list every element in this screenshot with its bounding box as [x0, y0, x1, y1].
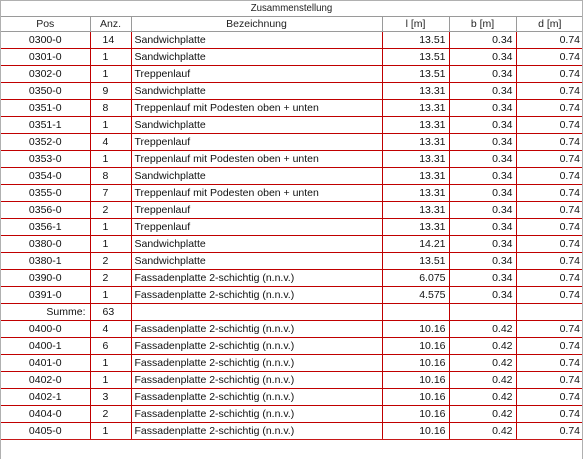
cell-anz: 1 — [90, 49, 131, 66]
cell-pos: 0354-0 — [1, 168, 90, 185]
cell-d: 0.74 — [516, 83, 583, 100]
table-body-group-1 — [1, 32, 583, 304]
column-header-l[interactable]: l [m] — [382, 17, 449, 32]
cell-d: 0.74 — [516, 321, 583, 338]
table-row[interactable] — [1, 253, 583, 270]
table-row[interactable] — [1, 83, 583, 100]
cell-bezeichnung: Sandwichplatte — [131, 168, 382, 185]
cell-d: 0.74 — [516, 423, 583, 440]
cell-pos: 0390-0 — [1, 270, 90, 287]
cell-anz: 4 — [90, 321, 131, 338]
cell-b: 0.42 — [449, 372, 516, 389]
cell-pos: 0300-0 — [1, 32, 90, 49]
cell-bezeichnung: Treppenlauf — [131, 66, 382, 83]
cell-l: 6.075 — [382, 270, 449, 287]
table-title: Zusammenstellung — [250, 2, 333, 14]
cell-bezeichnung: Sandwichplatte — [131, 253, 382, 270]
cell-l: 10.16 — [382, 423, 449, 440]
table-row[interactable] — [1, 151, 583, 168]
cell-bezeichnung: Treppenlauf — [131, 219, 382, 236]
cell-b: 0.34 — [449, 219, 516, 236]
cell-anz: 1 — [90, 117, 131, 134]
table-row[interactable] — [1, 202, 583, 219]
cell-b: 0.42 — [449, 423, 516, 440]
table-row[interactable] — [1, 66, 583, 83]
cell-bezeichnung: Treppenlauf — [131, 202, 382, 219]
cell-b: 0.34 — [449, 185, 516, 202]
cell-pos: 0380-0 — [1, 236, 90, 253]
cell-b: 0.34 — [449, 236, 516, 253]
cell-d: 0.74 — [516, 117, 583, 134]
cell-bezeichnung: Fassadenplatte 2-schichtig (n.n.v.) — [131, 406, 382, 423]
cell-l: 10.16 — [382, 389, 449, 406]
cell-b: 0.34 — [449, 253, 516, 270]
cell-b: 0.42 — [449, 389, 516, 406]
cell-bezeichnung: Fassadenplatte 2-schichtig (n.n.v.) — [131, 355, 382, 372]
cell-b: 0.34 — [449, 83, 516, 100]
cell-anz: 1 — [90, 219, 131, 236]
table-row[interactable] — [1, 338, 583, 355]
cell-b: 0.42 — [449, 355, 516, 372]
cell-bezeichnung: Treppenlauf mit Podesten oben + unten — [131, 100, 382, 117]
cell-anz: 4 — [90, 134, 131, 151]
cell-pos: 0352-0 — [1, 134, 90, 151]
cell-d: 0.74 — [516, 151, 583, 168]
column-header-anz[interactable]: Anz. — [90, 17, 131, 32]
cell-d: 0.74 — [516, 253, 583, 270]
cell-l: 13.31 — [382, 168, 449, 185]
cell-bezeichnung: Sandwichplatte — [131, 83, 382, 100]
cell-bezeichnung: Fassadenplatte 2-schichtig (n.n.v.) — [131, 287, 382, 304]
table-row[interactable] — [1, 389, 583, 406]
cell-d: 0.74 — [516, 219, 583, 236]
table-row[interactable] — [1, 287, 583, 304]
cell-d: 0.74 — [516, 168, 583, 185]
cell-l: 13.31 — [382, 134, 449, 151]
cell-anz: 2 — [90, 270, 131, 287]
table-row[interactable] — [1, 236, 583, 253]
cell-bezeichnung: Sandwichplatte — [131, 32, 382, 49]
cell-l: 13.31 — [382, 151, 449, 168]
cell-anz: 1 — [90, 372, 131, 389]
cell-bezeichnung: Treppenlauf mit Podesten oben + unten — [131, 185, 382, 202]
cell-d: 0.74 — [516, 185, 583, 202]
cell-l: 13.51 — [382, 49, 449, 66]
cell-d: 0.74 — [516, 355, 583, 372]
cell-l: 13.31 — [382, 100, 449, 117]
cell-l: 13.51 — [382, 66, 449, 83]
sum-empty-cell — [382, 304, 449, 321]
cell-anz: 3 — [90, 389, 131, 406]
cell-anz: 14 — [90, 32, 131, 49]
cell-bezeichnung: Fassadenplatte 2-schichtig (n.n.v.) — [131, 372, 382, 389]
cell-l: 10.16 — [382, 406, 449, 423]
cell-l: 13.31 — [382, 83, 449, 100]
sum-label: Summe: — [1, 304, 90, 321]
cell-b: 0.34 — [449, 202, 516, 219]
cell-b: 0.42 — [449, 321, 516, 338]
cell-anz: 7 — [90, 185, 131, 202]
column-header-pos[interactable]: Pos — [1, 17, 90, 32]
table-row[interactable] — [1, 423, 583, 440]
cell-bezeichnung: Sandwichplatte — [131, 117, 382, 134]
cell-d: 0.74 — [516, 49, 583, 66]
cell-anz: 8 — [90, 100, 131, 117]
cell-pos: 0401-0 — [1, 355, 90, 372]
table-row[interactable] — [1, 219, 583, 236]
sum-empty-cell — [449, 304, 516, 321]
table-row[interactable] — [1, 321, 583, 338]
cell-bezeichnung: Fassadenplatte 2-schichtig (n.n.v.) — [131, 338, 382, 355]
summary-table — [1, 16, 583, 440]
cell-l: 14.21 — [382, 236, 449, 253]
cell-b: 0.34 — [449, 32, 516, 49]
cell-l: 13.31 — [382, 185, 449, 202]
cell-l: 13.31 — [382, 202, 449, 219]
sum-value: 63 — [90, 304, 131, 321]
cell-l: 10.16 — [382, 355, 449, 372]
cell-anz: 1 — [90, 355, 131, 372]
cell-anz: 2 — [90, 202, 131, 219]
cell-pos: 0402-0 — [1, 372, 90, 389]
sum-row — [1, 304, 583, 321]
cell-d: 0.74 — [516, 287, 583, 304]
cell-b: 0.34 — [449, 100, 516, 117]
cell-d: 0.74 — [516, 270, 583, 287]
cell-bezeichnung: Sandwichplatte — [131, 49, 382, 66]
cell-b: 0.34 — [449, 287, 516, 304]
cell-pos: 0351-0 — [1, 100, 90, 117]
cell-pos: 0391-0 — [1, 287, 90, 304]
cell-anz: 1 — [90, 66, 131, 83]
scroll-fade — [1, 437, 583, 459]
cell-l: 13.51 — [382, 32, 449, 49]
cell-d: 0.74 — [516, 134, 583, 151]
cell-l: 10.16 — [382, 372, 449, 389]
cell-l: 13.31 — [382, 219, 449, 236]
table-row[interactable] — [1, 168, 583, 185]
column-header-d[interactable]: d [m] — [516, 17, 583, 32]
cell-d: 0.74 — [516, 66, 583, 83]
cell-b: 0.34 — [449, 117, 516, 134]
table-row[interactable] — [1, 372, 583, 389]
cell-b: 0.34 — [449, 66, 516, 83]
cell-d: 0.74 — [516, 338, 583, 355]
cell-pos: 0400-0 — [1, 321, 90, 338]
table-row[interactable] — [1, 406, 583, 423]
cell-pos: 0404-0 — [1, 406, 90, 423]
sum-empty-cell — [131, 304, 382, 321]
cell-d: 0.74 — [516, 406, 583, 423]
cell-bezeichnung: Fassadenplatte 2-schichtig (n.n.v.) — [131, 270, 382, 287]
cell-d: 0.74 — [516, 389, 583, 406]
cell-pos: 0380-1 — [1, 253, 90, 270]
cell-l: 10.16 — [382, 338, 449, 355]
cell-b: 0.34 — [449, 270, 516, 287]
cell-d: 0.74 — [516, 32, 583, 49]
cell-pos: 0356-0 — [1, 202, 90, 219]
cell-l: 10.16 — [382, 321, 449, 338]
cell-bezeichnung: Sandwichplatte — [131, 236, 382, 253]
table-row[interactable] — [1, 100, 583, 117]
cell-b: 0.42 — [449, 406, 516, 423]
cell-bezeichnung: Treppenlauf — [131, 134, 382, 151]
cell-pos: 0350-0 — [1, 83, 90, 100]
cell-bezeichnung: Fassadenplatte 2-schichtig (n.n.v.) — [131, 321, 382, 338]
table-row[interactable] — [1, 32, 583, 49]
cell-b: 0.34 — [449, 49, 516, 66]
cell-pos: 0356-1 — [1, 219, 90, 236]
cell-anz: 2 — [90, 253, 131, 270]
cell-anz: 8 — [90, 168, 131, 185]
cell-b: 0.34 — [449, 134, 516, 151]
cell-b: 0.34 — [449, 168, 516, 185]
cell-bezeichnung: Fassadenplatte 2-schichtig (n.n.v.) — [131, 423, 382, 440]
table-body-group-2 — [1, 321, 583, 440]
cell-l: 13.31 — [382, 117, 449, 134]
cell-anz: 9 — [90, 83, 131, 100]
cell-anz: 6 — [90, 338, 131, 355]
sum-empty-cell — [516, 304, 583, 321]
cell-anz: 1 — [90, 236, 131, 253]
cell-bezeichnung: Fassadenplatte 2-schichtig (n.n.v.) — [131, 389, 382, 406]
table-row[interactable] — [1, 117, 583, 134]
cell-l: 13.51 — [382, 253, 449, 270]
column-header-b[interactable]: b [m] — [449, 17, 516, 32]
cell-b: 0.42 — [449, 338, 516, 355]
cell-pos: 0355-0 — [1, 185, 90, 202]
table-row[interactable] — [1, 270, 583, 287]
table-row[interactable] — [1, 134, 583, 151]
cell-pos: 0301-0 — [1, 49, 90, 66]
table-row[interactable] — [1, 185, 583, 202]
cell-pos: 0400-1 — [1, 338, 90, 355]
cell-d: 0.74 — [516, 202, 583, 219]
cell-pos: 0302-0 — [1, 66, 90, 83]
cell-anz: 1 — [90, 151, 131, 168]
cell-bezeichnung: Treppenlauf mit Podesten oben + unten — [131, 151, 382, 168]
cell-pos: 0351-1 — [1, 117, 90, 134]
cell-pos: 0402-1 — [1, 389, 90, 406]
cell-anz: 1 — [90, 423, 131, 440]
cell-d: 0.74 — [516, 100, 583, 117]
cell-l: 4.575 — [382, 287, 449, 304]
cell-pos: 0353-0 — [1, 151, 90, 168]
cell-pos: 0405-0 — [1, 423, 90, 440]
cell-d: 0.74 — [516, 372, 583, 389]
cell-d: 0.74 — [516, 236, 583, 253]
cell-b: 0.34 — [449, 151, 516, 168]
cell-anz: 2 — [90, 406, 131, 423]
table-row[interactable] — [1, 49, 583, 66]
sum-section — [1, 304, 583, 321]
cell-anz: 1 — [90, 287, 131, 304]
header-row — [1, 17, 583, 32]
column-header-bezeichnung[interactable]: Bezeichnung — [131, 17, 382, 32]
table-row[interactable] — [1, 355, 583, 372]
